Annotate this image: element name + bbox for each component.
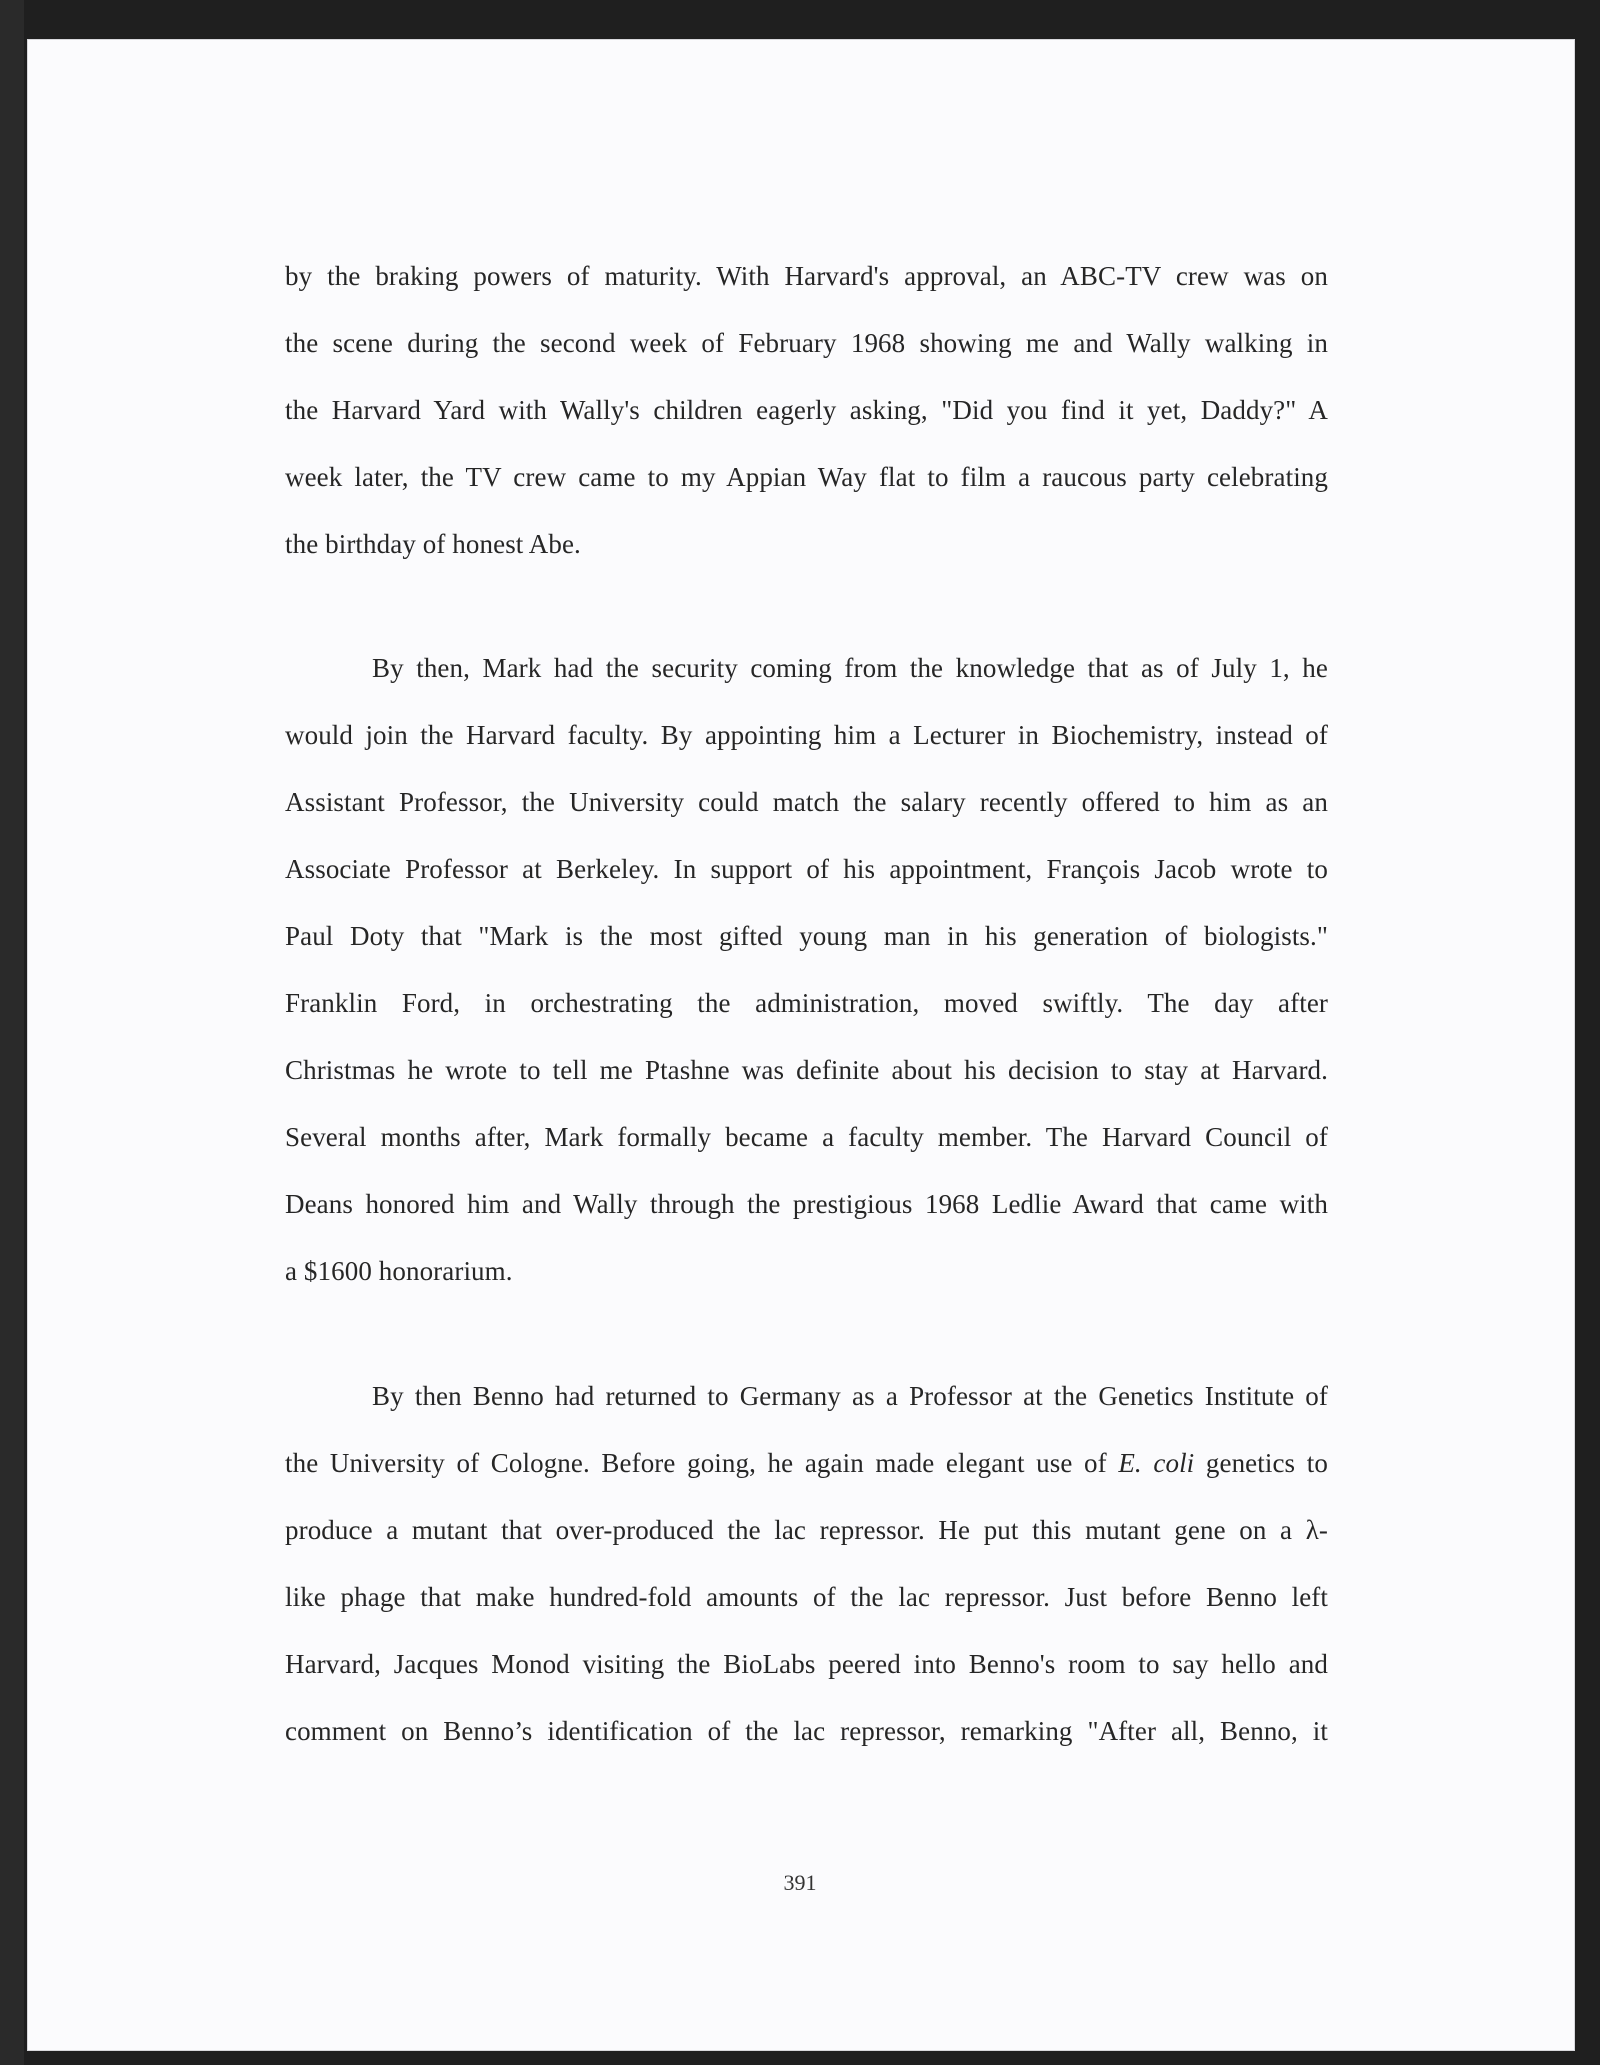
scan-border: [0, 0, 24, 2065]
text-line: Deans honored him and Wally through the prestigious 1968 Ledlie Award that came with: [285, 1189, 1328, 1219]
text-line: Assistant Professor, the University could match the salary recently offered to him as an: [285, 787, 1328, 817]
paragraph-2: [285, 635, 1328, 1305]
text-line: the scene during the second week of February 1968 showing me and Wally walking in: [285, 328, 1328, 358]
text-line: like phage that make hundred-fold amounts of the lac repressor. Just before Benno left: [285, 1582, 1328, 1612]
text-line: week later, the TV crew came to my Appian Way flat to film a raucous party celebrating: [285, 462, 1328, 492]
text-line-with-italic: [285, 1430, 1328, 1497]
text-line: Several months after, Mark formally became a faculty member. The Harvard Council of: [285, 1122, 1328, 1152]
text-line: produce a mutant that over-produced the lac repressor. He put this mutant gene on a λ-: [285, 1515, 1328, 1545]
text-line: the Harvard Yard with Wally's children eagerly asking, "Did you find it yet, Daddy?" A: [285, 395, 1328, 425]
text-line: Paul Doty that "Mark is the most gifted young man in his generation of biologists.": [285, 921, 1328, 951]
text-line: a $1600 honorarium.: [285, 1256, 513, 1286]
text-line: Franklin Ford, in orchestrating the administration, moved swiftly. The day after: [285, 988, 1328, 1018]
paragraph-3: [285, 1363, 1328, 1765]
text-line: the birthday of honest Abe.: [285, 529, 581, 559]
page-number: 391: [783, 1870, 817, 1895]
text-line: Associate Professor at Berkeley. In support of his appointment, François Jacob wrote to: [285, 854, 1328, 884]
text-line: Christmas he wrote to tell me Ptashne was definite about his decision to stay at Harvard.: [285, 1055, 1328, 1085]
text-line: would join the Harvard faculty. By appointing him a Lecturer in Biochemistry, instead of: [285, 720, 1328, 750]
text-segment: genetics to: [1205, 1448, 1328, 1478]
text-line: comment on Benno’s identification of the lac repressor, remarking "After all, Benno, it: [285, 1716, 1328, 1746]
text-segment: the University of Cologne. Before going, he again made elegant use of: [285, 1448, 1107, 1478]
text-line: by the braking powers of maturity. With Harvard's approval, an ABC-TV crew was on: [285, 261, 1328, 291]
text-line: By then, Mark had the security coming from the knowledge that as of July 1, he: [372, 653, 1328, 683]
italic-term: E. coli: [1118, 1448, 1195, 1478]
text-line: By then Benno had returned to Germany as a Professor at the Genetics Institute of: [372, 1381, 1328, 1411]
paragraph-1: [285, 243, 1328, 578]
text-line: Harvard, Jacques Monod visiting the BioLabs peered into Benno's room to say hello and: [285, 1649, 1328, 1679]
